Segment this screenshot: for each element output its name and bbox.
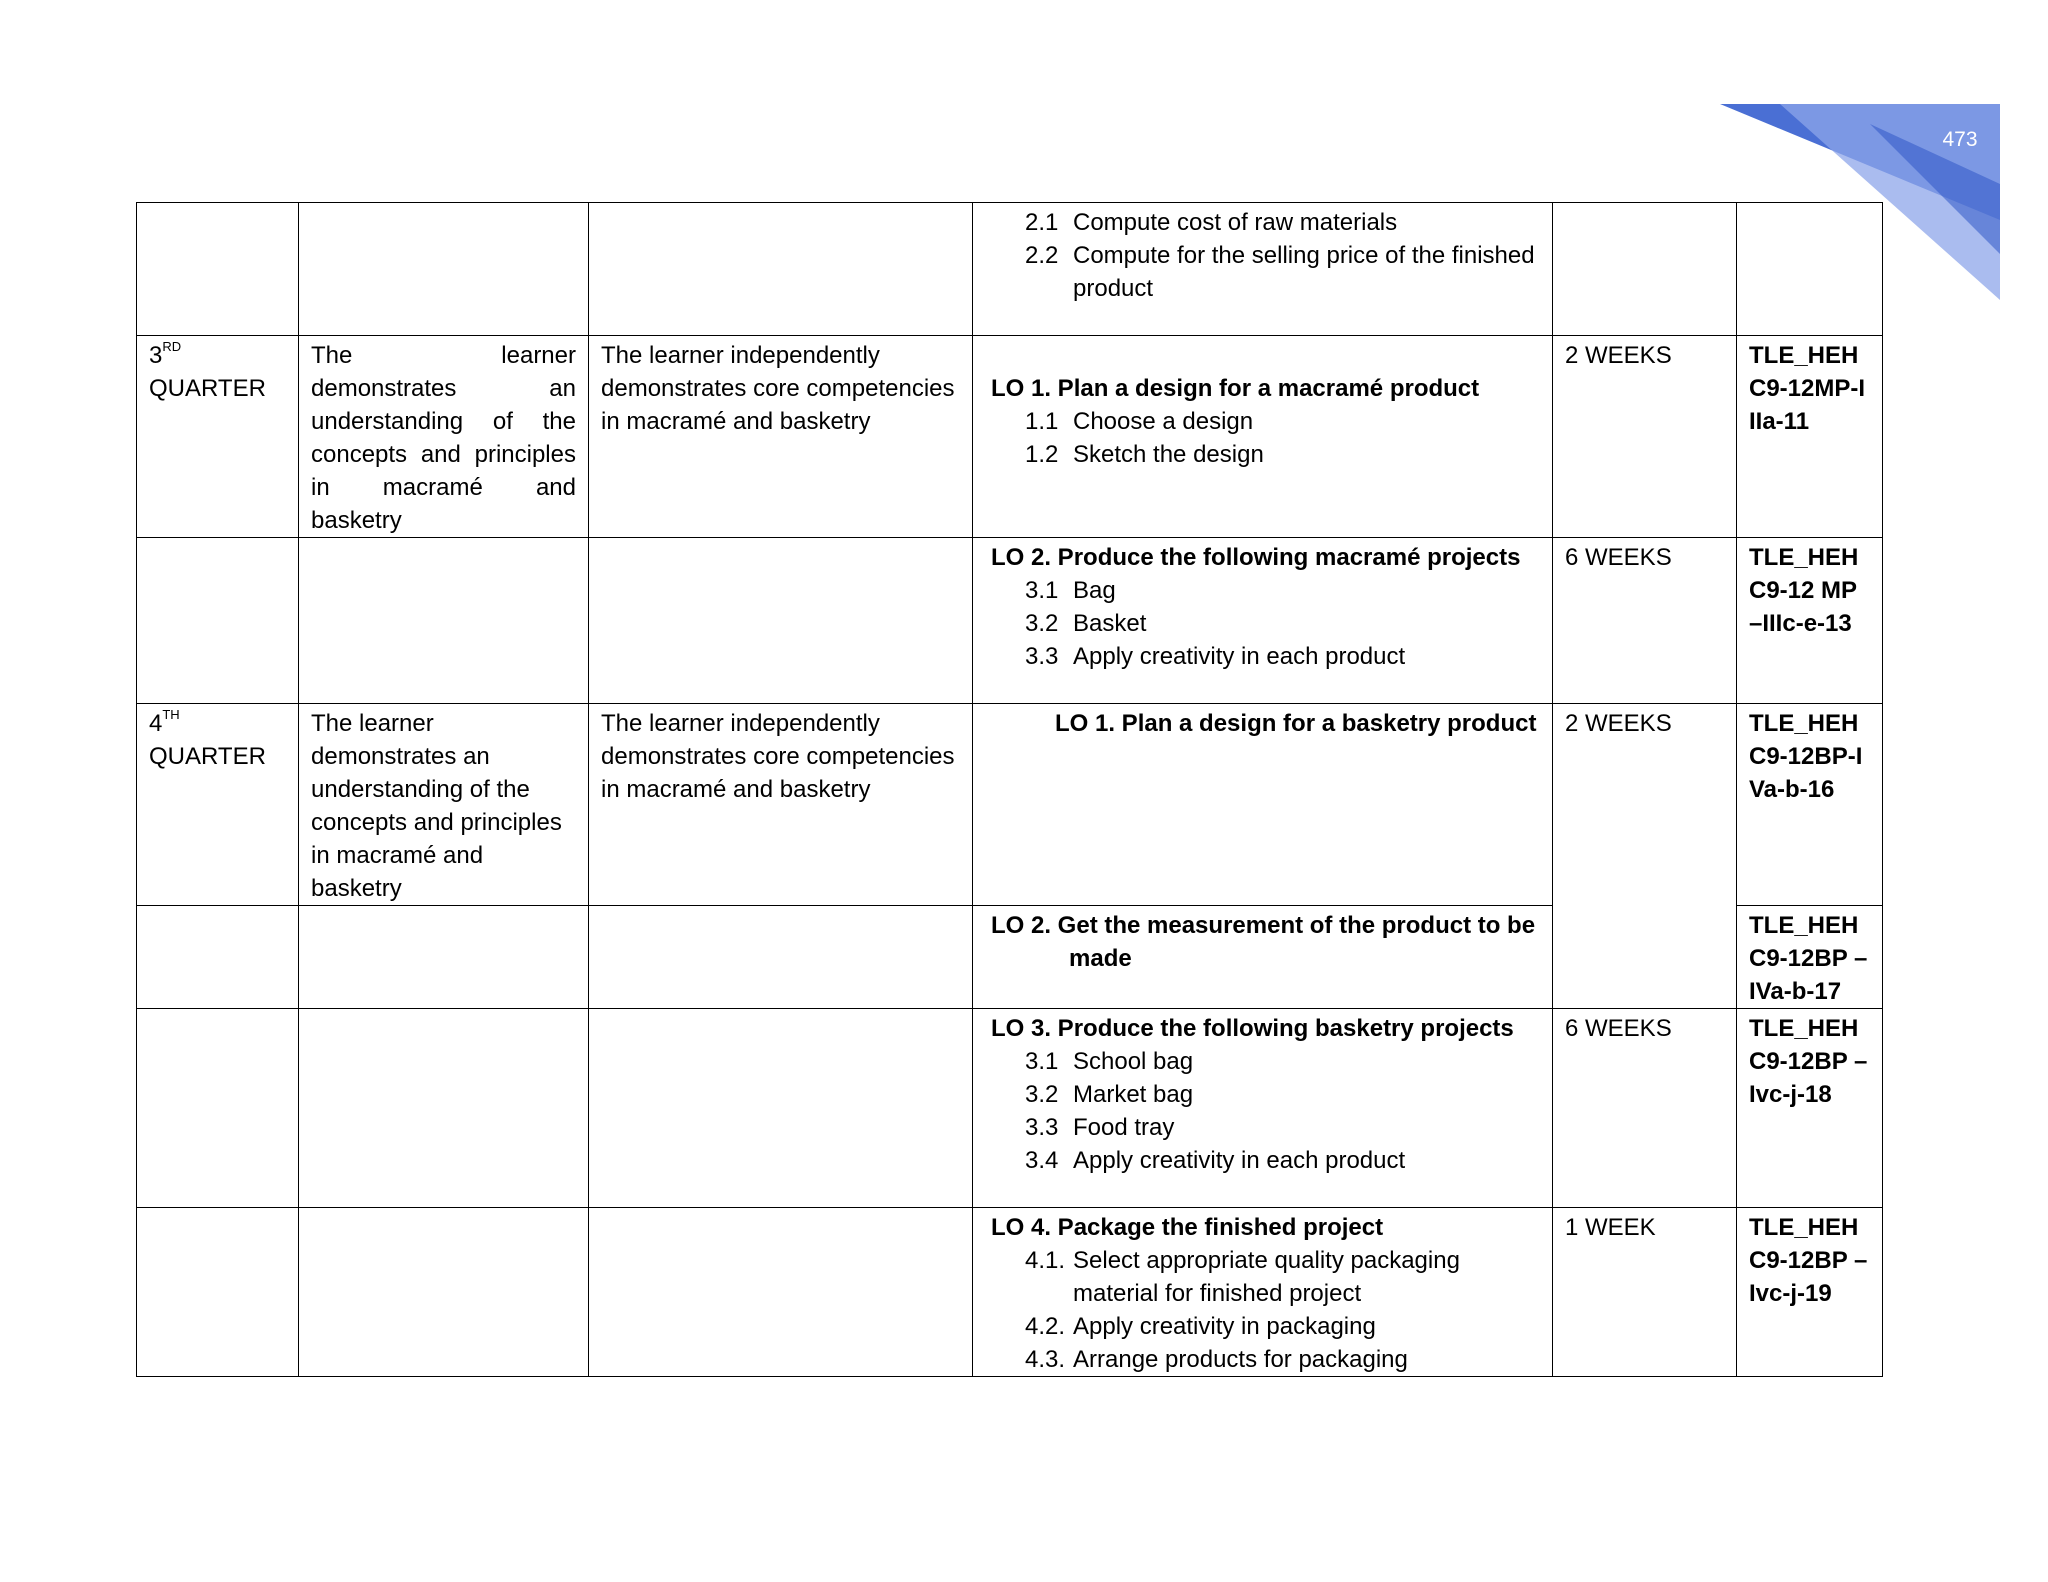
content-standard-cell (299, 203, 589, 336)
list-item: 4.2. Apply creativity in packaging (1025, 1313, 1376, 1340)
learning-competency-cell (973, 1208, 1553, 1377)
duration-cell: 2 WEEKS (1553, 704, 1737, 1009)
content-standard-cell: The learner demonstrates an understanding of the concepts and principles in macramé and basketry (299, 704, 589, 906)
content-standard-cell (299, 906, 589, 1009)
table-row (137, 1208, 1883, 1377)
competency-list (985, 574, 1540, 673)
performance-standard-cell (589, 538, 973, 704)
quarter-label: QUARTER (149, 375, 266, 402)
content-standard-cell (299, 1009, 589, 1208)
list-item: 1.2 Sketch the design (1025, 441, 1264, 468)
learning-competency-cell (973, 336, 1553, 538)
duration-cell (1553, 203, 1737, 336)
table-row (137, 538, 1883, 704)
learning-competency-cell (973, 1009, 1553, 1208)
list-item: 4.3. Arrange products for packaging (1025, 1346, 1408, 1373)
list-item: 3.2 Market bag (1025, 1081, 1194, 1108)
learning-competency-cell (973, 203, 1553, 336)
learning-outcome: LO 1. Plan a design for a macramé product (991, 375, 1480, 402)
duration-cell: 6 WEEKS (1553, 538, 1737, 704)
quarter-cell: 3RD QUARTER (137, 336, 299, 538)
content-standard-cell: The learner demonstrates an understanding of the concepts and principles in macramé and basketry (299, 336, 589, 538)
list-item: 3.4 Apply creativity in each product (1025, 1147, 1406, 1174)
duration-cell: 2 WEEKS (1553, 336, 1737, 538)
learning-outcome: LO 1. Plan a design for a basketry product (1055, 710, 1537, 737)
list-item: 3.3 Apply creativity in each product (1025, 643, 1406, 670)
quarter-cell (137, 1009, 299, 1208)
list-item: 2.2 Compute for the selling price of the finished product (1025, 242, 1535, 302)
list-item: 4.1. Select appropriate quality packaging material for finished project (1025, 1247, 1460, 1307)
competency-list (985, 405, 1540, 471)
curriculum-table (136, 202, 1883, 1377)
learning-outcome: LO 4. Package the finished project (991, 1214, 1384, 1241)
quarter-cell (137, 203, 299, 336)
duration-cell: 6 WEEKS (1553, 1009, 1737, 1208)
list-item: 3.1 Bag (1025, 577, 1116, 604)
list-item: 2.1 Compute cost of raw materials (1025, 209, 1398, 236)
content-standard-cell (299, 538, 589, 704)
learning-outcome: LO 2. Produce the following macramé projects (991, 544, 1521, 571)
code-cell: TLE_HEHC9-12BP –IVa-b-17 (1737, 906, 1883, 1009)
code-cell: TLE_HEHC9-12BP –Ivc-j-19 (1737, 1208, 1883, 1377)
performance-standard-cell (589, 906, 973, 1009)
competency-list (985, 1244, 1540, 1376)
performance-standard-cell (589, 1009, 973, 1208)
table-row (137, 704, 1883, 906)
performance-standard-cell (589, 203, 973, 336)
quarter-label: QUARTER (149, 743, 266, 770)
table-row (137, 203, 1883, 336)
quarter-cell (137, 906, 299, 1009)
learning-competency-cell (973, 538, 1553, 704)
list-item: 3.3 Food tray (1025, 1114, 1175, 1141)
performance-standard-cell: The learner independently demonstrates core competencies in macramé and basketry (589, 336, 973, 538)
quarter-cell (137, 538, 299, 704)
list-item: 3.1 School bag (1025, 1048, 1194, 1075)
code-cell (1737, 203, 1883, 336)
list-item: 3.2 Basket (1025, 610, 1147, 637)
code-cell: TLE_HEHC9-12 MP –IIIc-e-13 (1737, 538, 1883, 704)
learning-competency-cell (973, 704, 1553, 906)
table-row (137, 1009, 1883, 1208)
code-cell: TLE_HEHC9-12MP-IIIa-11 (1737, 336, 1883, 538)
performance-standard-cell (589, 1208, 973, 1377)
code-cell: TLE_HEHC9-12BP –Ivc-j-18 (1737, 1009, 1883, 1208)
learning-outcome: LO 3. Produce the following basketry projects (991, 1015, 1514, 1042)
table-row (137, 336, 1883, 538)
duration-cell: 1 WEEK (1553, 1208, 1737, 1377)
code-cell: TLE_HEHC9-12BP-IVa-b-16 (1737, 704, 1883, 906)
competency-list (985, 1045, 1540, 1177)
quarter-cell: 4TH QUARTER (137, 704, 299, 906)
list-item: 1.1 Choose a design (1025, 408, 1254, 435)
content-standard-cell (299, 1208, 589, 1377)
page-number: 473 (1942, 128, 1978, 151)
learning-competency-cell (973, 906, 1553, 1009)
competency-list (985, 206, 1540, 305)
learning-outcome: LO 2. Get the measurement of the product to be made (991, 912, 1536, 972)
quarter-cell (137, 1208, 299, 1377)
performance-standard-cell: The learner independently demonstrates core competencies in macramé and basketry (589, 704, 973, 906)
